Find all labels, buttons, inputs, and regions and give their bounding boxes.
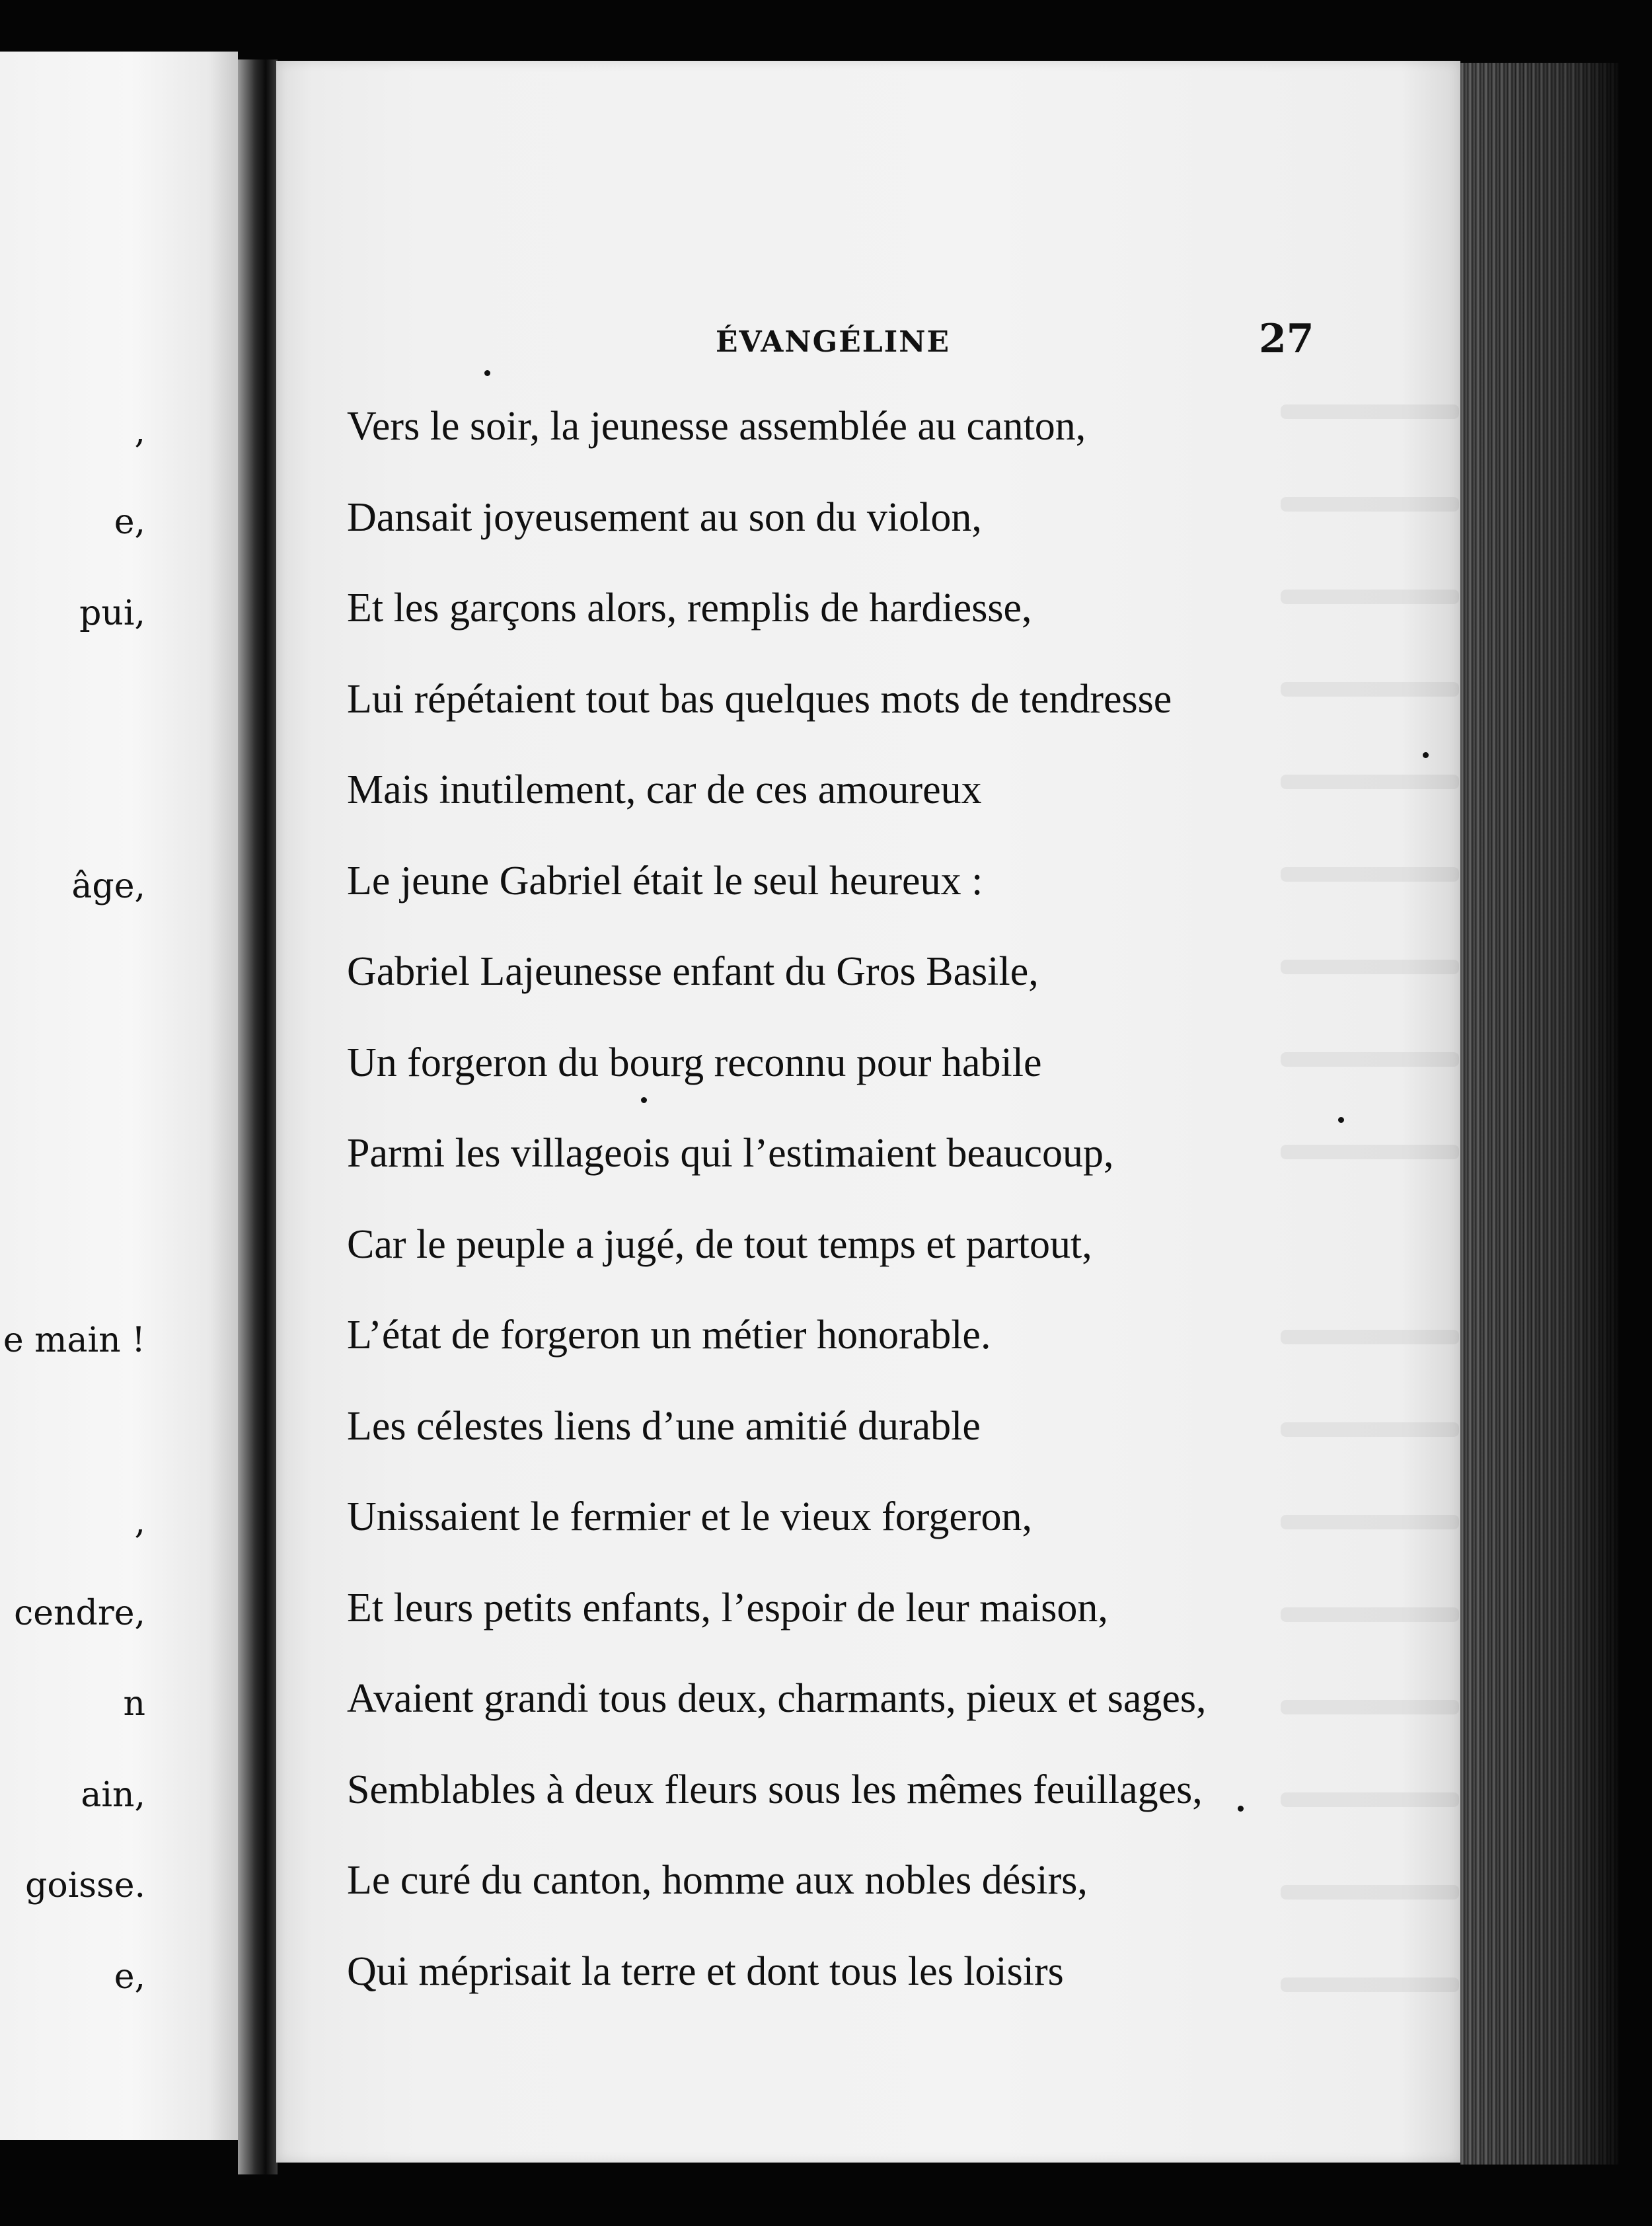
left-page-line-fragment: cendre, [14, 1593, 145, 1633]
ink-speck [641, 1097, 647, 1103]
show-through-text [1281, 1422, 1459, 1437]
ink-speck [1238, 1806, 1244, 1812]
left-page-line-fragment: âge, [71, 866, 145, 906]
show-through-text [1281, 867, 1459, 882]
left-page-line-fragment: ain, [81, 1775, 145, 1815]
poem-line: Parmi les villageois qui l’estimaient beaucoup, [347, 1131, 1114, 1176]
show-through-text [1281, 1515, 1459, 1529]
ink-speck [484, 370, 490, 376]
poem-line: Le jeune Gabriel était le seul heureux : [347, 858, 983, 903]
show-through-text [1281, 404, 1459, 419]
poem-line: Vers le soir, la jeunesse assemblée au canton, [347, 404, 1086, 449]
page-edges-shadow [1460, 63, 1619, 2165]
show-through-text [1281, 1700, 1459, 1714]
left-page-line-fragment: goisse. [25, 1866, 145, 1905]
poem-line: Dansait joyeusement au son du violon, [347, 494, 982, 540]
show-through-text [1281, 1052, 1459, 1067]
show-through-text [1281, 1977, 1459, 1992]
show-through-text [1281, 497, 1459, 512]
running-head: ÉVANGÉLINE [716, 325, 951, 359]
page-number: 27 [1259, 316, 1314, 362]
poem-text [347, 397, 1207, 2032]
left-page-line-fragment: pui, [79, 594, 145, 633]
poem-line: Gabriel Lajeunesse enfant du Gros Basile, [347, 949, 1039, 994]
poem-line: Avaient grandi tous deux, charmants, pieux et sages, [347, 1676, 1207, 1721]
show-through-text [1281, 1145, 1459, 1159]
poem-line: Semblables à deux fleurs sous les mêmes feuillages, [347, 1767, 1203, 1812]
poem-line: Le curé du canton, homme aux nobles désirs, [347, 1858, 1088, 1903]
left-page-line-fragment: e, [114, 502, 145, 542]
poem-line: Et leurs petits enfants, l’espoir de leur maison, [347, 1585, 1108, 1631]
left-page-line-fragment: n [123, 1684, 145, 1724]
show-through-text [1281, 775, 1459, 789]
show-through-text [1281, 1885, 1459, 1900]
show-through-text [1281, 960, 1459, 974]
poem-line: Mais inutilement, car de ces amoureux [347, 767, 982, 812]
left-page-line-fragment: e, [114, 1957, 145, 1997]
left-page-line-fragment: e main ! [3, 1321, 145, 1360]
poem-line: Un forgeron du bourg reconnu pour habile [347, 1040, 1042, 1085]
show-through-text [1281, 1792, 1459, 1807]
poem-line: Et les garçons alors, remplis de hardiesse, [347, 586, 1032, 631]
show-through-text [1281, 682, 1459, 697]
poem-line: Lui répétaient tout bas quelques mots de tendresse [347, 676, 1172, 722]
poem-line: Car le peuple a jugé, de tout temps et partout, [347, 1221, 1092, 1267]
left-page-line-fragment: , [134, 1502, 145, 1542]
ink-speck [1423, 752, 1429, 758]
ink-speck [1338, 1117, 1344, 1123]
poem-line: Unissaient le fermier et le vieux forgeron, [347, 1494, 1032, 1539]
show-through-text [1281, 590, 1459, 604]
book-gutter [238, 59, 278, 2174]
left-facing-page [0, 52, 238, 2140]
left-page-line-fragment: , [134, 412, 145, 451]
show-through-text [1281, 1330, 1459, 1344]
show-through-text [1281, 1607, 1459, 1622]
poem-line: Qui méprisait la terre et dont tous les loisirs [347, 1948, 1064, 1994]
poem-line: L’état de forgeron un métier honorable. [347, 1313, 991, 1358]
poem-line: Les célestes liens d’une amitié durable [347, 1403, 981, 1449]
